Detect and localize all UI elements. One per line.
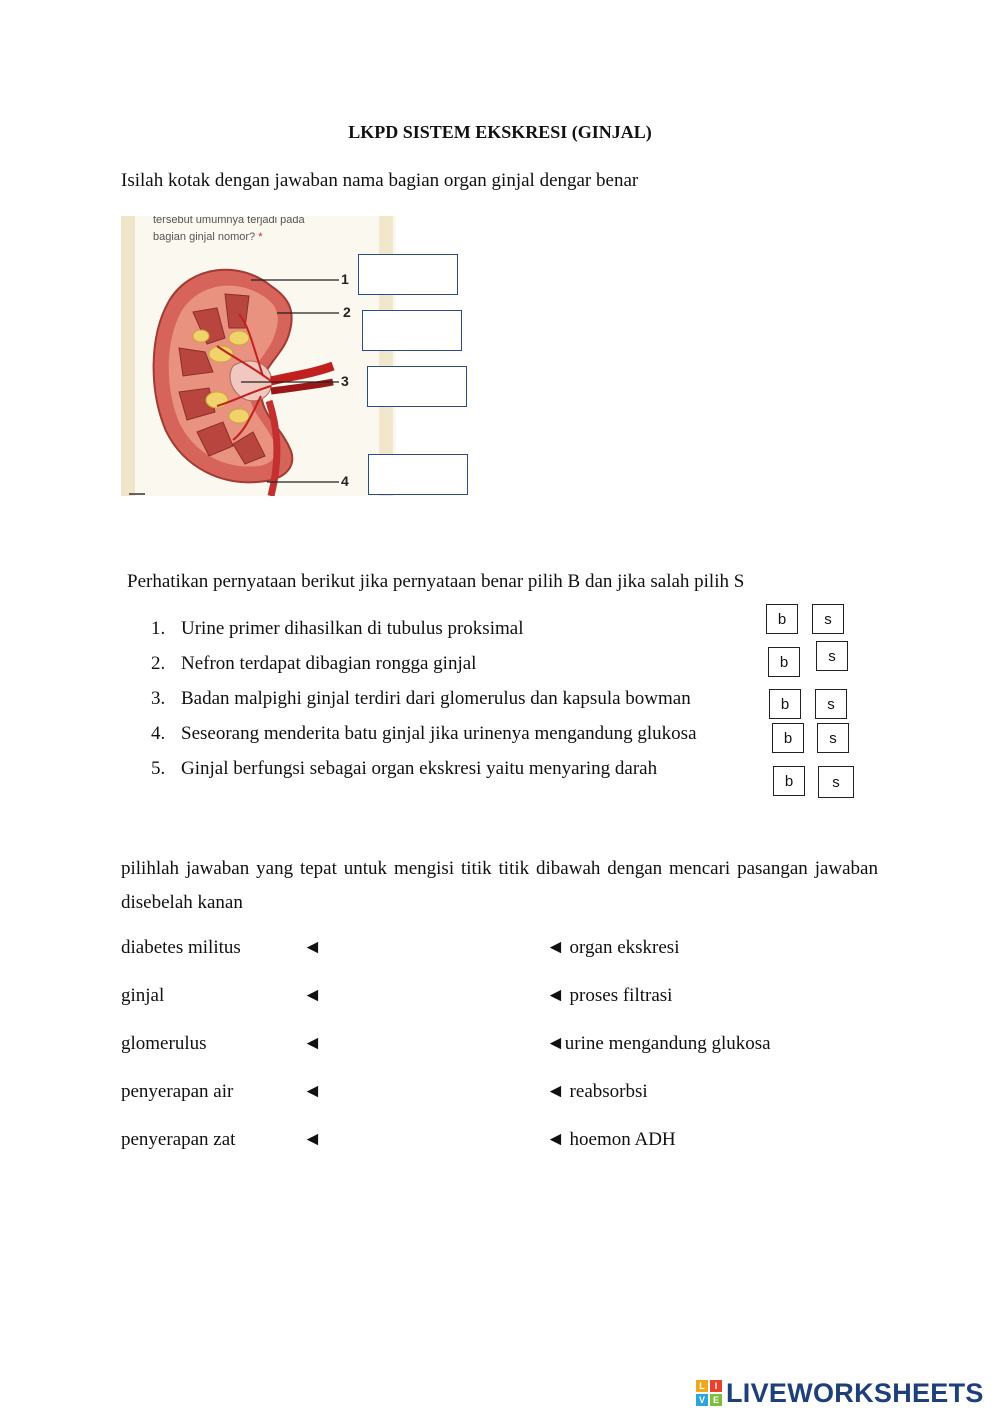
match-row-3 [121, 1033, 881, 1061]
match-row-5 [121, 1129, 881, 1157]
choice-b-5[interactable]: b [773, 766, 805, 796]
required-mark: * [258, 231, 263, 243]
section2-instruction: Perhatikan pernyataan berikut jika pernyataan benar pilih B dan jika salah pilih S [127, 571, 745, 592]
choice-s-5[interactable]: s [818, 766, 854, 798]
statement-3 [151, 688, 691, 710]
choice-b-1[interactable]: b [766, 604, 798, 634]
choice-b-2[interactable]: b [768, 647, 800, 677]
figure-label-3: 3 [341, 373, 349, 389]
statement-text: Ginjal berfungsi sebagai organ ekskresi yaitu menyaring darah [181, 758, 658, 779]
statement-2 [151, 653, 476, 675]
logo-letter: E [710, 1394, 722, 1406]
logo-letter: I [710, 1380, 722, 1392]
logo-letter: L [696, 1380, 708, 1392]
match-answer[interactable]: ◄ reabsorbsi [546, 1081, 648, 1102]
match-answer[interactable]: ◄ organ ekskresi [546, 937, 680, 958]
match-term: diabetes militus [121, 937, 241, 958]
match-row-1 [121, 937, 881, 965]
match-left-arrow[interactable]: ◄ [303, 985, 322, 1006]
answer-box-4[interactable] [368, 454, 468, 495]
statement-4 [151, 723, 697, 745]
match-left-arrow[interactable]: ◄ [303, 1129, 322, 1150]
kidney-figure [121, 216, 396, 496]
statement-number: 1. [151, 618, 166, 639]
figure-label-1: 1 [341, 271, 349, 287]
answer-box-3[interactable] [367, 366, 467, 407]
liveworksheets-logo [696, 1376, 984, 1410]
figure-label-2: 2 [343, 304, 351, 320]
statement-1 [151, 618, 523, 640]
logo-mark-icon [696, 1380, 722, 1406]
match-term: penyerapan zat [121, 1129, 236, 1150]
choice-s-4[interactable]: s [817, 723, 849, 753]
figure-label-4: 4 [341, 473, 349, 489]
match-answer[interactable]: ◄urine mengandung glukosa [546, 1033, 771, 1054]
logo-text: LIVEWORKSHEETS [726, 1377, 984, 1408]
match-term: glomerulus [121, 1033, 207, 1054]
match-row-2 [121, 985, 881, 1013]
match-row-4 [121, 1081, 881, 1109]
match-left-arrow[interactable]: ◄ [303, 937, 322, 958]
statement-text: Nefron terdapat dibagian rongga ginjal [181, 653, 477, 674]
statement-5 [151, 758, 657, 780]
statement-number: 2. [151, 653, 166, 674]
page-title: LKPD SISTEM EKSKRESI (GINJAL) [348, 122, 652, 142]
statement-text: Urine primer dihasilkan di tubulus proksimal [181, 618, 524, 639]
choice-b-3[interactable]: b [769, 689, 801, 719]
choice-s-1[interactable]: s [812, 604, 844, 634]
section1-instruction: Isilah kotak dengan jawaban nama bagian organ ginjal dengar benar [121, 170, 639, 191]
match-answer[interactable]: ◄ hoemon ADH [546, 1129, 676, 1150]
choice-s-3[interactable]: s [815, 689, 847, 719]
answer-box-1[interactable] [358, 254, 458, 295]
match-left-arrow[interactable]: ◄ [303, 1033, 322, 1054]
statement-number: 5. [151, 758, 166, 779]
match-left-arrow[interactable]: ◄ [303, 1081, 322, 1102]
match-term: penyerapan air [121, 1081, 234, 1102]
section3-instruction: pilihlah jawaban yang tepat untuk mengisi titik titik dibawah dengan mencari pasangan jawaban disebelah kanan [121, 858, 878, 913]
statement-text: Seseorang menderita batu ginjal jika urinenya mengandung glukosa [181, 723, 697, 744]
figure-caption-line1: tersebut umumnya terjadi pada [153, 216, 305, 226]
figure-caption-line2: bagian ginjal nomor? [153, 231, 256, 243]
match-answer[interactable]: ◄ proses filtrasi [546, 985, 673, 1006]
statement-number: 4. [151, 723, 166, 744]
statement-text: Badan malpighi ginjal terdiri dari glomerulus dan kapsula bowman [181, 688, 691, 709]
choice-b-4[interactable]: b [772, 723, 804, 753]
statement-number: 3. [151, 688, 166, 709]
choice-s-2[interactable]: s [816, 641, 848, 671]
match-term: ginjal [121, 985, 165, 1006]
kidney-illustration [121, 216, 396, 496]
answer-box-2[interactable] [362, 310, 462, 351]
logo-letter: V [696, 1394, 708, 1406]
